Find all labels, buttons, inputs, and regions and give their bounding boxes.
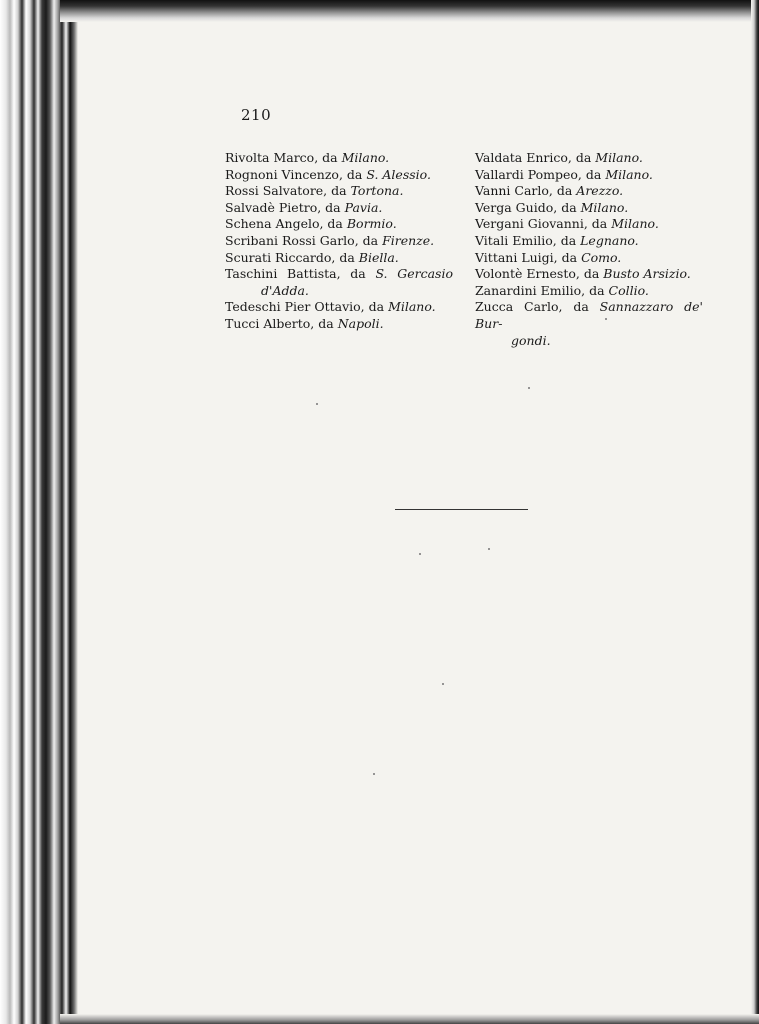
entry-place: Milano. xyxy=(595,150,643,165)
entry-place: Firenze. xyxy=(382,232,435,248)
entry-place: Milano. xyxy=(580,199,629,215)
list-item xyxy=(475,167,703,184)
list-item xyxy=(475,183,703,200)
entry-place: Legnano. xyxy=(580,232,639,248)
list-item xyxy=(225,150,453,167)
entry-place: Milano. xyxy=(611,216,659,232)
list-item xyxy=(475,233,703,250)
entry-place: Biella. xyxy=(358,249,399,265)
page-number: 210 xyxy=(241,106,272,124)
entry-name: Vergani Giovanni, da xyxy=(475,216,612,232)
scan-right-edge xyxy=(751,0,759,1024)
entry-place: S. Alessio. xyxy=(366,166,431,182)
scan-speck xyxy=(605,318,607,320)
entry-place: Bormio. xyxy=(346,216,397,232)
list-item xyxy=(475,216,703,233)
scan-speck xyxy=(528,387,530,389)
left-column xyxy=(225,150,453,333)
list-item xyxy=(475,266,703,283)
entry-name: Tedeschi Pier Ottavio, da xyxy=(225,299,389,315)
entry-name: Vitali Emilio, da xyxy=(475,232,581,248)
scan-bottom-edge xyxy=(60,1014,759,1024)
entry-place: Sannazzaro de' Bur- xyxy=(475,299,703,331)
list-item xyxy=(475,283,703,300)
entry-place: Arezzo. xyxy=(576,183,624,199)
entry-place: Milano. xyxy=(388,299,436,315)
scan-top-edge xyxy=(60,0,759,22)
entry-place: Pavia. xyxy=(344,199,383,215)
list-item xyxy=(225,216,453,233)
list-item xyxy=(225,167,453,184)
entry-name: Rossi Salvatore, da xyxy=(225,183,351,199)
scan-speck xyxy=(488,548,490,550)
entry-name: Rognoni Vincenzo, da xyxy=(225,166,367,182)
entry-name: Volontè Ernesto, da xyxy=(475,266,604,282)
entry-name: Vittani Luigi, da xyxy=(475,249,582,265)
list-item xyxy=(225,299,453,316)
entry-name: Schena Angelo, da xyxy=(225,216,347,232)
scan-left-edge xyxy=(0,0,78,1024)
entry-name: Rivolta Marco, da xyxy=(225,150,342,165)
list-item xyxy=(475,250,703,267)
entry-name: Vanni Carlo, da xyxy=(475,183,577,199)
list-item xyxy=(225,183,453,200)
list-item xyxy=(225,316,453,333)
scan-speck xyxy=(373,773,375,775)
entry-name: Scribani Rossi Garlo, da xyxy=(225,232,383,248)
entry-name: Zucca Carlo, da xyxy=(475,299,600,315)
entry-name: Zanardini Emilio, da xyxy=(475,282,609,298)
entry-name: Tucci Alberto, da xyxy=(225,315,338,331)
entry-place: Tortona. xyxy=(350,183,404,199)
list-item xyxy=(225,233,453,250)
list-item xyxy=(475,299,703,349)
list-item xyxy=(475,200,703,217)
entry-name: Valdata Enrico, da xyxy=(475,150,596,165)
right-column xyxy=(475,150,703,349)
entry-place-continuation: gondi. xyxy=(511,332,551,348)
entry-place: Milano. xyxy=(605,166,653,182)
entry-name: Taschini Battista, da xyxy=(225,266,376,282)
scan-speck xyxy=(419,553,421,555)
entry-name: Vallardi Pompeo, da xyxy=(475,166,606,182)
entry-name: Verga Guido, da xyxy=(475,199,581,215)
list-item xyxy=(475,150,703,167)
scan-speck xyxy=(316,403,318,405)
horizontal-rule xyxy=(395,509,528,510)
list-item xyxy=(225,266,453,299)
list-item xyxy=(225,250,453,267)
entry-place: Como. xyxy=(581,249,622,265)
entry-name: Salvadè Pietro, da xyxy=(225,199,345,215)
entry-place: Busto Arsizio. xyxy=(603,266,691,282)
entry-place: Napoli. xyxy=(337,315,384,331)
entry-place: S. Gercasio xyxy=(375,266,453,282)
entry-place: Milano. xyxy=(341,150,390,165)
entry-place: Collio. xyxy=(608,282,649,298)
scan-speck xyxy=(442,683,444,685)
entry-place-continuation: d'Adda. xyxy=(261,282,309,298)
entry-name: Scurati Riccardo, da xyxy=(225,249,359,265)
list-item xyxy=(225,200,453,217)
